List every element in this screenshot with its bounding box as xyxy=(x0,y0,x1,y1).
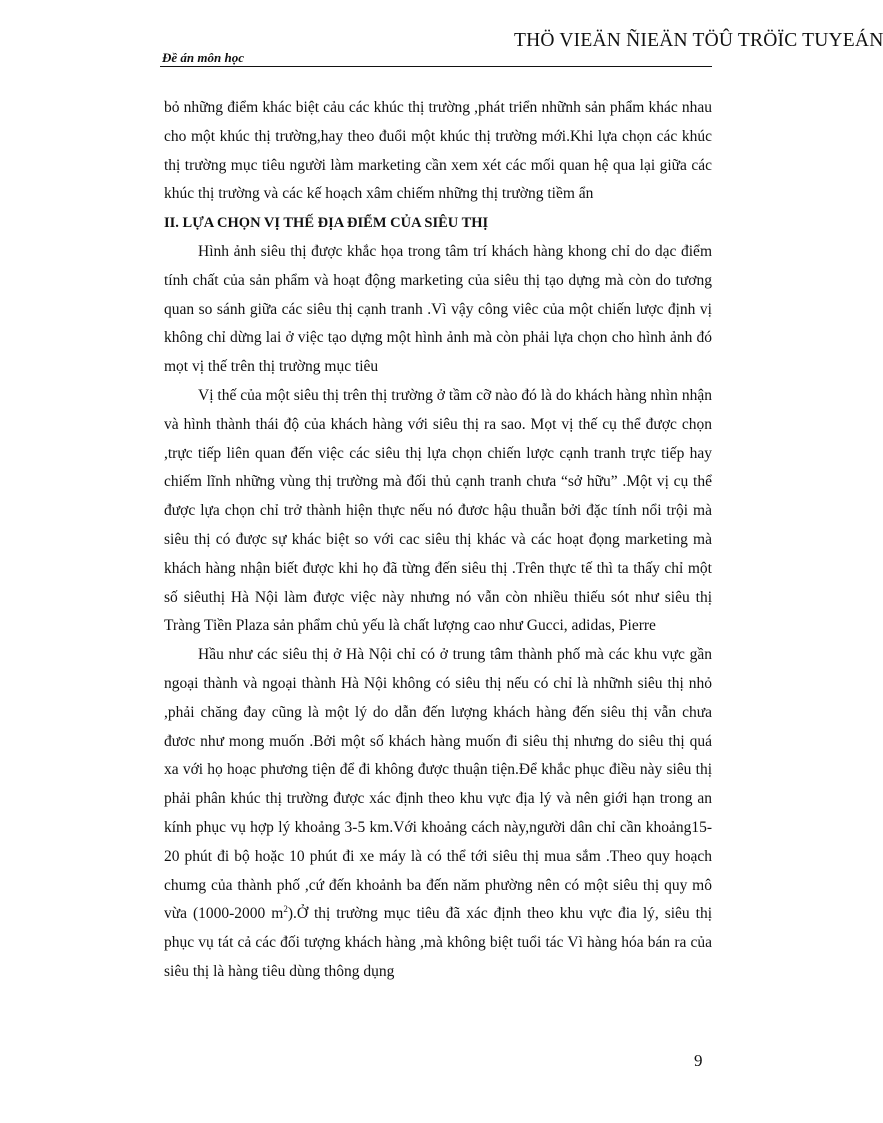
superscript: 2 xyxy=(283,904,288,915)
course-label: Đề án môn học xyxy=(162,50,244,65)
site-title: THÖ VIEÄN ÑIEÄN TÖÛ TRÖÏC TUYEÁN xyxy=(514,30,883,51)
paragraph-position: Vị thế của một siêu thị trên thị trường ở tầm cỡ nào đó là do khách hàng nhìn nhận và hình thành thái độ của khách hàng với siêu thị ra sao. Mọt vị thế cụ thể được chọn ,trực tiếp liên quan đến việc các siêu thị lựa chọn chiến lược cạnh tranh trực tiếp hay chiếm lĩnh những vùng thị trường mà đối thủ cạnh tranh chưa “sở hữu” .Một vị cụ thể được lựa chọn chỉ trở thành hiện thực nếu nó đươc hậu thuẫn bởi đặc tính nổi trội mà siêu thị có được sự khác biệt so với cac siêu thị khác và các hoạt đọng marketing mà khách hàng nhận biết được khi họ đã từng đến siêu thị .Trên thực tế thì ta thấy chỉ một số siêuthị Hà Nội làm được việc này nhưng nó vẫn còn nhiều thiếu sót như siêu thị Tràng Tiền Plaza sản phẩm chủ yếu là chất lượng cao như Gucci, adidas, Pierre xyxy=(164,386,712,635)
paragraph-continuation: bỏ những điểm khác biệt cảu các khúc thị trường ,phát triển nhữnh sản phẩm khác nhau cho một khúc thị trường,hay theo đuổi một khúc thị trường mới.Khi lựa chọn các khúc thị trường mục tiêu người làm marketing cần xem xét các mối quan hệ qua lại giữa các khúc thị trường và các kế hoạch xâm chiếm những thị trường tiềm ẩn xyxy=(164,99,712,203)
paragraph-location-text: Hầu như các siêu thị ở Hà Nội chỉ có ở trung tâm thành phố mà các khu vực gần ngoại thành và ngoại thành Hà Nội không có siêu thị nếu có chỉ là nhữnh siêu thị nhỏ ,phải chăng đay cũng là một lý do dẫn đến lượng khách hàng đến siêu thị vẫn chưa đươc như mong muốn .Bởi một số khách hàng muốn đi siêu thị nhưng do siêu thị quá xa với họ hoạc phương tiện để đi không được thuận tiện.Để khắc phục điều này siêu thị phải phân khúc thị trường được xác định theo khu vực địa lý và nên giới hạn trong an kính phục vụ hợp lý khoảng 3-5 km.Với khoảng cách này,người dân chỉ cần khoảng15-20 phút đi bộ hoặc 10 phút đi xe máy là có thể tới siêu thị mua sắm .Theo quy hoạch chumg của thành phố ,cứ đến khoảnh ba đến năm phường nên có một siêu thị quy mô vừa (1000-2000 m xyxy=(164,646,712,923)
header-rule xyxy=(160,66,712,67)
paragraph-location xyxy=(164,641,712,987)
paragraph-image: Hình ảnh siêu thị được khắc họa trong tâm trí khách hàng khong chỉ do dạc điểm tính chất của sản phẩm và hoạt động marketing của siêu thị tạo dựng mà còn do tương quan so sánh giữa các siêu thị cạnh tranh .Vì vậy công viêc của một chiến lược định vị không chỉ dừng lai ở việc tạo dựng một hình ảnh mà còn phải lựa chọn cho hình ảnh đó mọt vị thế trên thị trường mục tiêu xyxy=(164,242,712,376)
paragraph-location-text-end: ).Ở thị trường mục tiêu đã xác định theo khu vực đia lý, siêu thị phục vụ tát cả các đối tượng khách hàng ,mà không biệt tuổi tác Vì hàng hóa bán ra của siêu thị là hàng tiêu dùng thông dụng xyxy=(164,905,712,980)
section-heading: II. LỰA CHỌN VỊ THẾ ĐỊA ĐIỂM CỦA SIÊU THỊ xyxy=(164,215,489,232)
body-text xyxy=(164,94,712,987)
page-number: 9 xyxy=(694,1051,703,1070)
